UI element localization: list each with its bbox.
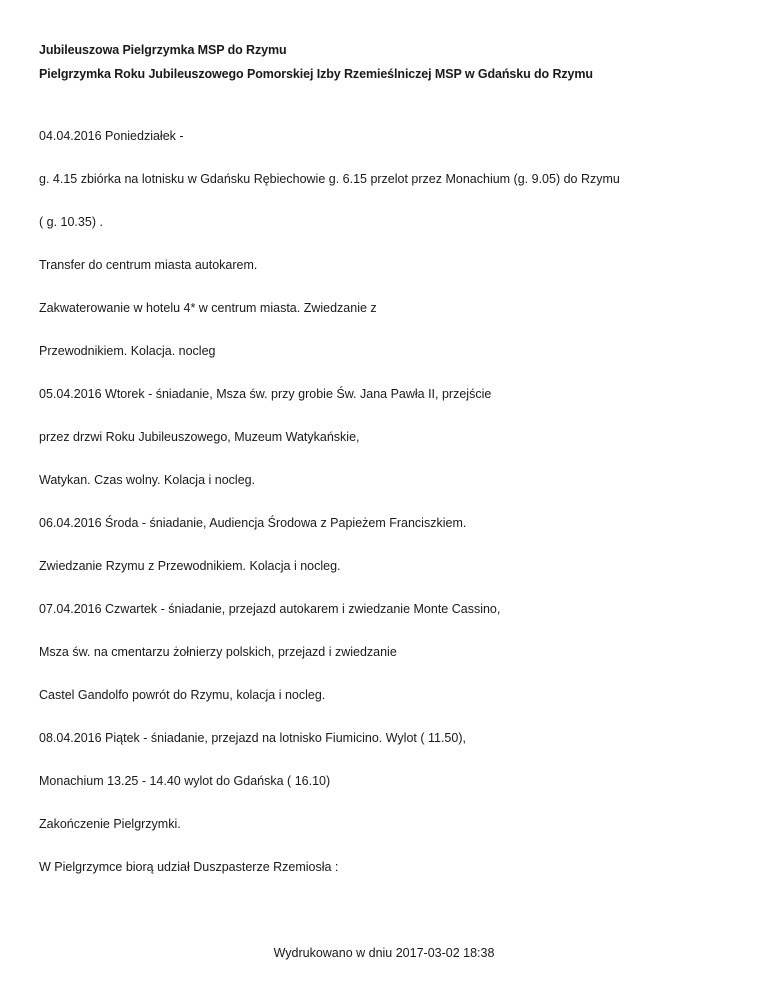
text-line: Monachium 13.25 - 14.40 wylot do Gdańska ( 16.10) (39, 774, 331, 788)
day-heading-5: 08.04.2016 Piątek - śniadanie, przejazd na lotnisko Fiumicino. Wylot ( 11.50), (39, 731, 466, 745)
text-line: Zakończenie Pielgrzymki. (39, 817, 181, 831)
print-footer: Wydrukowano w dniu 2017-03-02 18:38 (273, 946, 495, 960)
text-line: Msza św. na cmentarzu żołnierzy polskich, przejazd i zwiedzanie (39, 645, 397, 659)
text-line: Transfer do centrum miasta autokarem. (39, 258, 258, 272)
day-heading-4: 07.04.2016 Czwartek - śniadanie, przejazd autokarem i zwiedzanie Monte Cassino, (39, 602, 501, 616)
text-line: Zwiedzanie Rzymu z Przewodnikiem. Kolacja i nocleg. (39, 559, 341, 573)
text-line: Zakwaterowanie w hotelu 4* w centrum miasta. Zwiedzanie z (39, 301, 377, 315)
day-heading-2: 05.04.2016 Wtorek - śniadanie, Msza św. przy grobie Św. Jana Pawła II, przejście (39, 387, 492, 401)
text-line: g. 4.15 zbiórka na lotnisku w Gdańsku Rębiechowie g. 6.15 przelot przez Monachium (g. 9.05) do Rzymu (39, 172, 620, 186)
text-line: Castel Gandolfo powrót do Rzymu, kolacja i nocleg. (39, 688, 326, 702)
document-subtitle: Pielgrzymka Roku Jubileuszowego Pomorskiej Izby Rzemieślniczej MSP w Gdańsku do Rzymu (39, 67, 593, 81)
text-line: W Pielgrzymce biorą udział Duszpasterze Rzemiosła : (39, 860, 339, 874)
text-line: ( g. 10.35) . (39, 215, 103, 229)
text-line: przez drzwi Roku Jubileuszowego, Muzeum Watykańskie, (39, 430, 360, 444)
day-heading-1: 04.04.2016 Poniedziałek - (39, 129, 184, 143)
document-title: Jubileuszowa Pielgrzymka MSP do Rzymu (39, 43, 287, 57)
text-line: Watykan. Czas wolny. Kolacja i nocleg. (39, 473, 256, 487)
text-line: Przewodnikiem. Kolacja. nocleg (39, 344, 216, 358)
day-heading-3: 06.04.2016 Środa - śniadanie, Audiencja Środowa z Papieżem Franciszkiem. (39, 516, 467, 530)
